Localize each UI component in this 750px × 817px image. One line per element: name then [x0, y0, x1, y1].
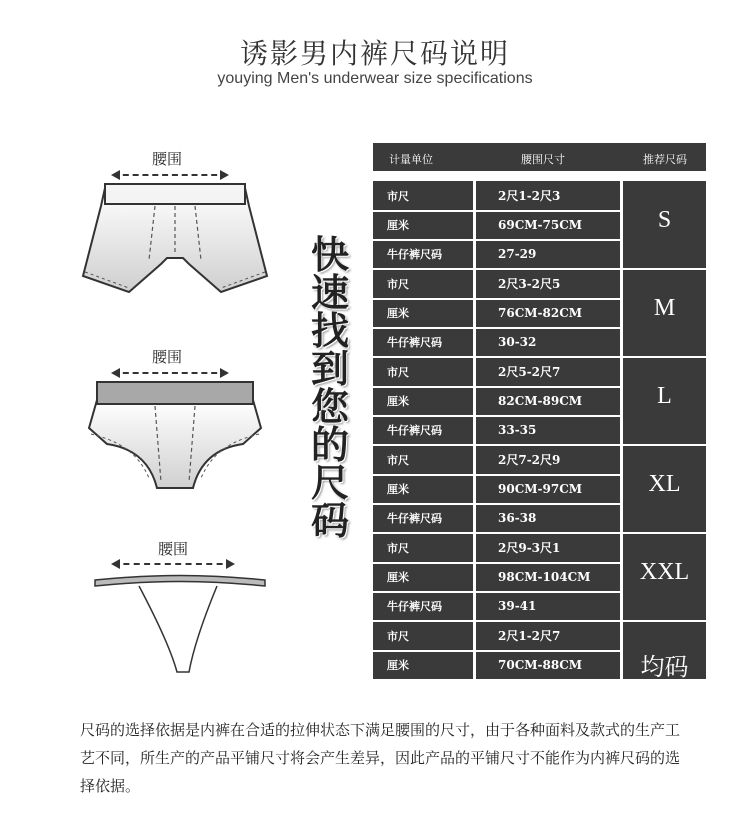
row-value: 2尺3-2尺5	[498, 277, 561, 291]
recommended-size: XXL	[639, 559, 690, 585]
slogan-char: 找	[310, 308, 349, 353]
slogan-char: 速	[310, 270, 349, 315]
group-divider	[373, 532, 706, 534]
table-row	[373, 359, 623, 386]
row-value: 2尺1-2尺3	[498, 189, 561, 203]
waist-label-boxer: 腰围	[152, 150, 183, 168]
header-unit: 计量单位	[389, 153, 433, 166]
row-value: 33-35	[498, 423, 537, 437]
row-unit: 市尺	[387, 630, 409, 643]
row-value: 2尺5-2尺7	[498, 365, 561, 379]
waist-arrow-boxer	[113, 174, 227, 176]
table-row	[373, 271, 623, 298]
row-value: 2尺1-2尺7	[498, 629, 561, 643]
table-row	[373, 241, 623, 268]
table-row	[373, 652, 623, 679]
slogan-char: 到	[310, 346, 349, 391]
group-divider	[373, 444, 706, 446]
table-row	[373, 564, 623, 591]
row-unit: 厘米	[387, 307, 409, 320]
row-value: 69CM-75CM	[498, 218, 583, 232]
table-row	[373, 417, 623, 444]
slogan-char: 尺	[310, 460, 349, 505]
row-value: 90CM-97CM	[498, 482, 583, 496]
recommended-size: L	[657, 383, 672, 409]
recommended-size: XL	[648, 471, 681, 497]
recommended-size: 均码	[640, 655, 689, 681]
row-unit: 厘米	[387, 395, 409, 408]
row-unit: 牛仔裤尺码	[387, 688, 442, 701]
table-row	[373, 447, 623, 474]
page-subtitle: youying Men's underwear size specifications	[217, 70, 533, 87]
row-value: 82CM-89CM	[498, 394, 583, 408]
row-unit: 牛仔裤尺码	[387, 512, 442, 525]
slogan-char: 码	[310, 498, 349, 543]
table-row	[373, 300, 623, 327]
slogan-vertical	[308, 232, 352, 543]
table-row	[373, 681, 623, 708]
column-divider	[620, 181, 623, 679]
table-row	[373, 212, 623, 239]
slogan-char: 您	[310, 384, 349, 429]
table-row	[373, 623, 623, 650]
table-row	[373, 329, 623, 356]
page-title: 诱影男内裤尺码说明	[239, 37, 510, 70]
row-unit: 牛仔裤尺码	[387, 600, 442, 613]
table-row	[373, 183, 623, 210]
group-divider	[373, 356, 706, 358]
row-value: 27-29	[498, 247, 537, 261]
slogan-char: 的	[310, 422, 349, 467]
waist-arrow-thong	[113, 563, 233, 565]
row-unit: 牛仔裤尺码	[387, 424, 442, 437]
slogan-char: 快	[310, 232, 349, 277]
size-table	[373, 181, 706, 701]
row-unit: 牛仔裤尺码	[387, 248, 442, 261]
brief-illustration	[75, 378, 275, 496]
row-value: 98CM-104CM	[498, 570, 591, 584]
table-row	[373, 388, 623, 415]
row-unit: 市尺	[387, 278, 409, 291]
recommended-size: S	[657, 207, 672, 233]
waist-label-thong: 腰围	[158, 540, 189, 558]
row-unit: 厘米	[387, 659, 409, 672]
row-value: 27-35	[498, 687, 537, 701]
table-row	[373, 535, 623, 562]
recommended-size: M	[653, 295, 676, 321]
size-note: 尺码的选择依据是内裤在合适的拉伸状态下满足腰围的尺寸，由于各种面料及款式的生产工艺不同，所生产的产品平铺尺寸将会产生差异，因此产品的平铺尺寸不能作为内裤尺码的选择依据。	[80, 721, 681, 795]
group-divider	[373, 620, 706, 622]
row-value: 36-38	[498, 511, 537, 525]
row-value: 76CM-82CM	[498, 306, 583, 320]
header-waist: 腰围尺寸	[521, 153, 565, 166]
row-unit: 市尺	[387, 190, 409, 203]
table-row	[373, 476, 623, 503]
row-unit: 市尺	[387, 366, 409, 379]
group-divider	[373, 268, 706, 270]
table-row	[373, 505, 623, 532]
boxer-brief-illustration	[75, 180, 275, 310]
waist-arrow-brief	[113, 372, 227, 374]
row-unit: 厘米	[387, 219, 409, 232]
waist-label-brief: 腰围	[152, 348, 183, 366]
row-unit: 厘米	[387, 571, 409, 584]
row-unit: 市尺	[387, 542, 409, 555]
column-divider	[473, 181, 476, 679]
row-value: 39-41	[498, 599, 537, 613]
row-value: 70CM-88CM	[498, 658, 583, 672]
table-row	[373, 593, 623, 620]
row-unit: 市尺	[387, 454, 409, 467]
row-value: 30-32	[498, 335, 537, 349]
row-unit: 牛仔裤尺码	[387, 336, 442, 349]
row-unit: 厘米	[387, 483, 409, 496]
size-table-header	[373, 143, 706, 171]
thong-illustration	[85, 570, 275, 680]
header-size: 推荐尺码	[643, 153, 687, 166]
row-value: 2尺7-2尺9	[498, 453, 561, 467]
row-value: 2尺9-3尺1	[498, 541, 561, 555]
